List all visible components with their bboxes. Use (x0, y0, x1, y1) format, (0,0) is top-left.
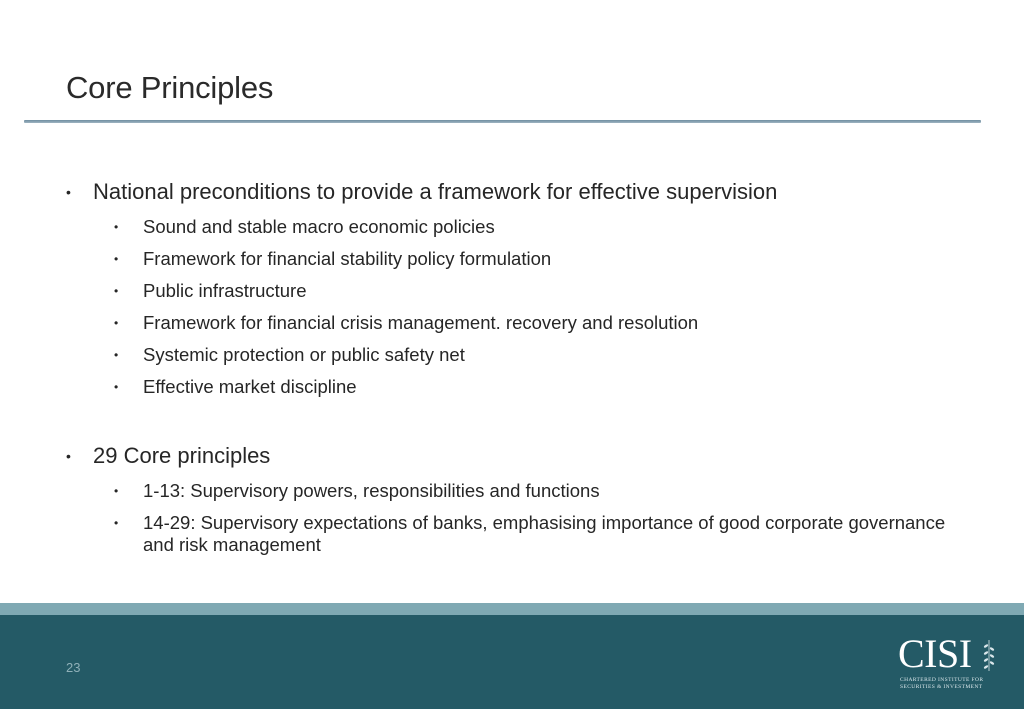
bullet-dot-icon: • (66, 184, 71, 200)
sub-bullet-text: 1-13: Supervisory powers, responsibilities and functions (143, 480, 600, 501)
sub-bullet-text: 14-29: Supervisory expectations of banks, emphasising importance of good corporate governance and risk management (143, 512, 946, 555)
sub-bullet-item (66, 216, 966, 238)
sub-bullet-item (66, 312, 966, 334)
laurel-leaf-icon (982, 638, 996, 672)
sub-bullet-item (66, 344, 966, 366)
logo-subtitle-line2: SECURITIES & INVESTMENT (900, 684, 983, 690)
bullet-text: 29 Core principles (93, 443, 271, 468)
bullet-dot-icon: • (114, 348, 119, 362)
bullet-dot-icon: • (114, 380, 119, 394)
sub-bullet-item (66, 512, 966, 556)
sub-bullet-item (66, 376, 966, 398)
sub-bullet-item (66, 280, 966, 302)
footer-accent-band (0, 603, 1024, 615)
sub-bullet-item (66, 480, 966, 502)
bullet-dot-icon: • (114, 516, 119, 530)
bullet-item (66, 442, 966, 470)
bullet-dot-icon: • (114, 284, 119, 298)
sub-bullet-text: Framework for financial crisis management. recovery and resolution (143, 312, 699, 333)
sub-bullet-text: Public infrastructure (143, 280, 307, 301)
bullet-text: National preconditions to provide a framework for effective supervision (93, 179, 778, 204)
bullet-list (66, 178, 966, 556)
logo-subtitle-line1: CHARTERED INSTITUTE FOR (900, 677, 984, 683)
logo-subtitle (900, 677, 996, 691)
logo-wordmark: CISI (898, 631, 972, 676)
page-number: 23 (66, 660, 81, 675)
bullet-dot-icon: • (66, 448, 71, 464)
slide-title: Core Principles (66, 70, 274, 105)
sub-bullet-text: Effective market discipline (143, 376, 357, 397)
bullet-dot-icon: • (114, 252, 119, 266)
footer-bar (0, 615, 1024, 709)
sub-bullet-text: Sound and stable macro economic policies (143, 216, 495, 237)
sub-bullet-text: Framework for financial stability policy formulation (143, 248, 552, 269)
cisi-logo (898, 632, 998, 692)
sub-bullet-item (66, 248, 966, 270)
bullet-item (66, 178, 966, 206)
bullet-dot-icon: • (114, 484, 119, 498)
bullet-dot-icon: • (114, 220, 119, 234)
title-divider (24, 120, 981, 123)
sub-bullet-text: Systemic protection or public safety net (143, 344, 465, 365)
bullet-dot-icon: • (114, 316, 119, 330)
